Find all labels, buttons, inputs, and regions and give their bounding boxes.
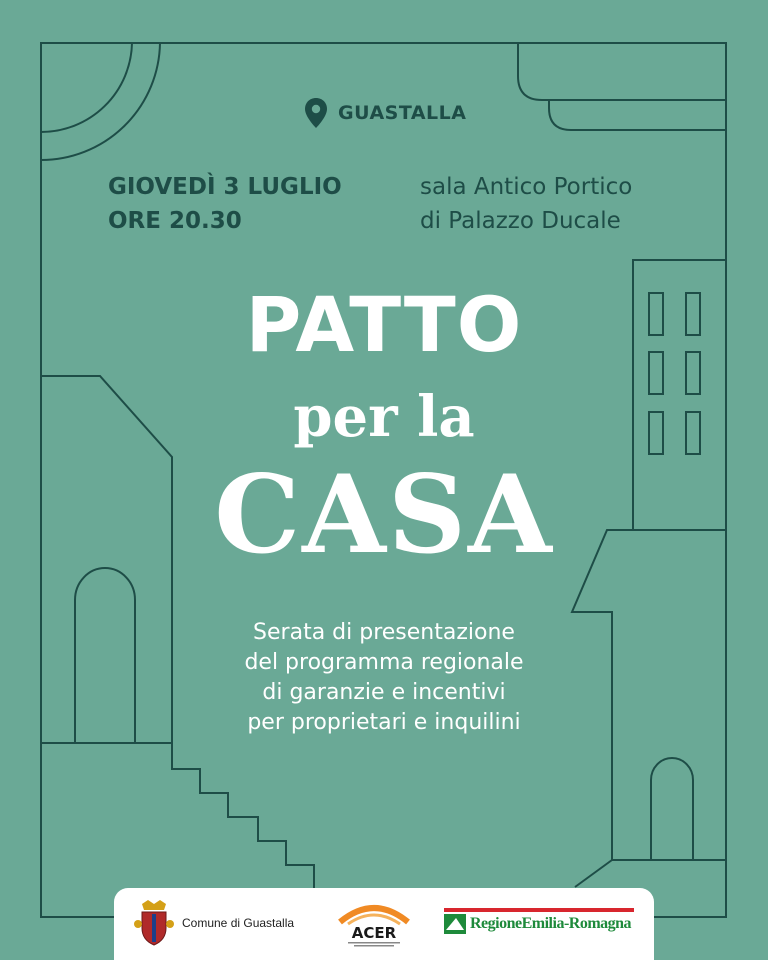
stairs — [172, 743, 314, 890]
description — [0, 618, 768, 738]
venue-line-1: sala Antico Portico — [420, 174, 633, 200]
venue-line-2: di Palazzo Ducale — [420, 208, 621, 234]
acer-logo-text: ACER — [351, 924, 397, 942]
comune-label: Comune di Guastalla — [182, 916, 295, 930]
acer-logo — [336, 900, 412, 953]
ground-line — [575, 860, 612, 887]
description-line: del programma regionale — [244, 650, 524, 675]
location-row — [304, 97, 466, 129]
regione-logo — [444, 908, 634, 934]
location-city: GUASTALLA — [338, 102, 467, 124]
map-pin-icon — [304, 97, 328, 129]
regione-label: RegioneEmilia-Romagna — [470, 915, 632, 932]
regione-flag-icon — [444, 914, 466, 934]
event-time: ORE 20.30 — [108, 208, 242, 234]
event-date: GIOVEDÌ 3 LUGLIO — [108, 174, 342, 200]
stripe-1 — [518, 43, 726, 100]
comune-logo — [134, 898, 294, 948]
regione-red-bar — [444, 908, 634, 912]
title-line-3: CASA — [214, 452, 554, 578]
arc-outer — [41, 43, 160, 160]
right-door — [651, 758, 693, 860]
title-line-2: per la — [293, 384, 475, 450]
event-datetime — [108, 170, 342, 238]
acer-logo-mark — [336, 900, 412, 948]
description-line: per proprietari e inquilini — [247, 710, 521, 735]
arc-inner — [41, 43, 132, 132]
stripe-2 — [549, 100, 726, 130]
event-venue — [420, 170, 632, 238]
title-line-1: PATTO — [245, 280, 523, 369]
description-line: Serata di presentazione — [253, 620, 515, 645]
sponsor-footer — [114, 888, 654, 960]
description-line: di garanzie e incentivi — [262, 680, 506, 705]
coat-of-arms-icon — [134, 898, 174, 948]
